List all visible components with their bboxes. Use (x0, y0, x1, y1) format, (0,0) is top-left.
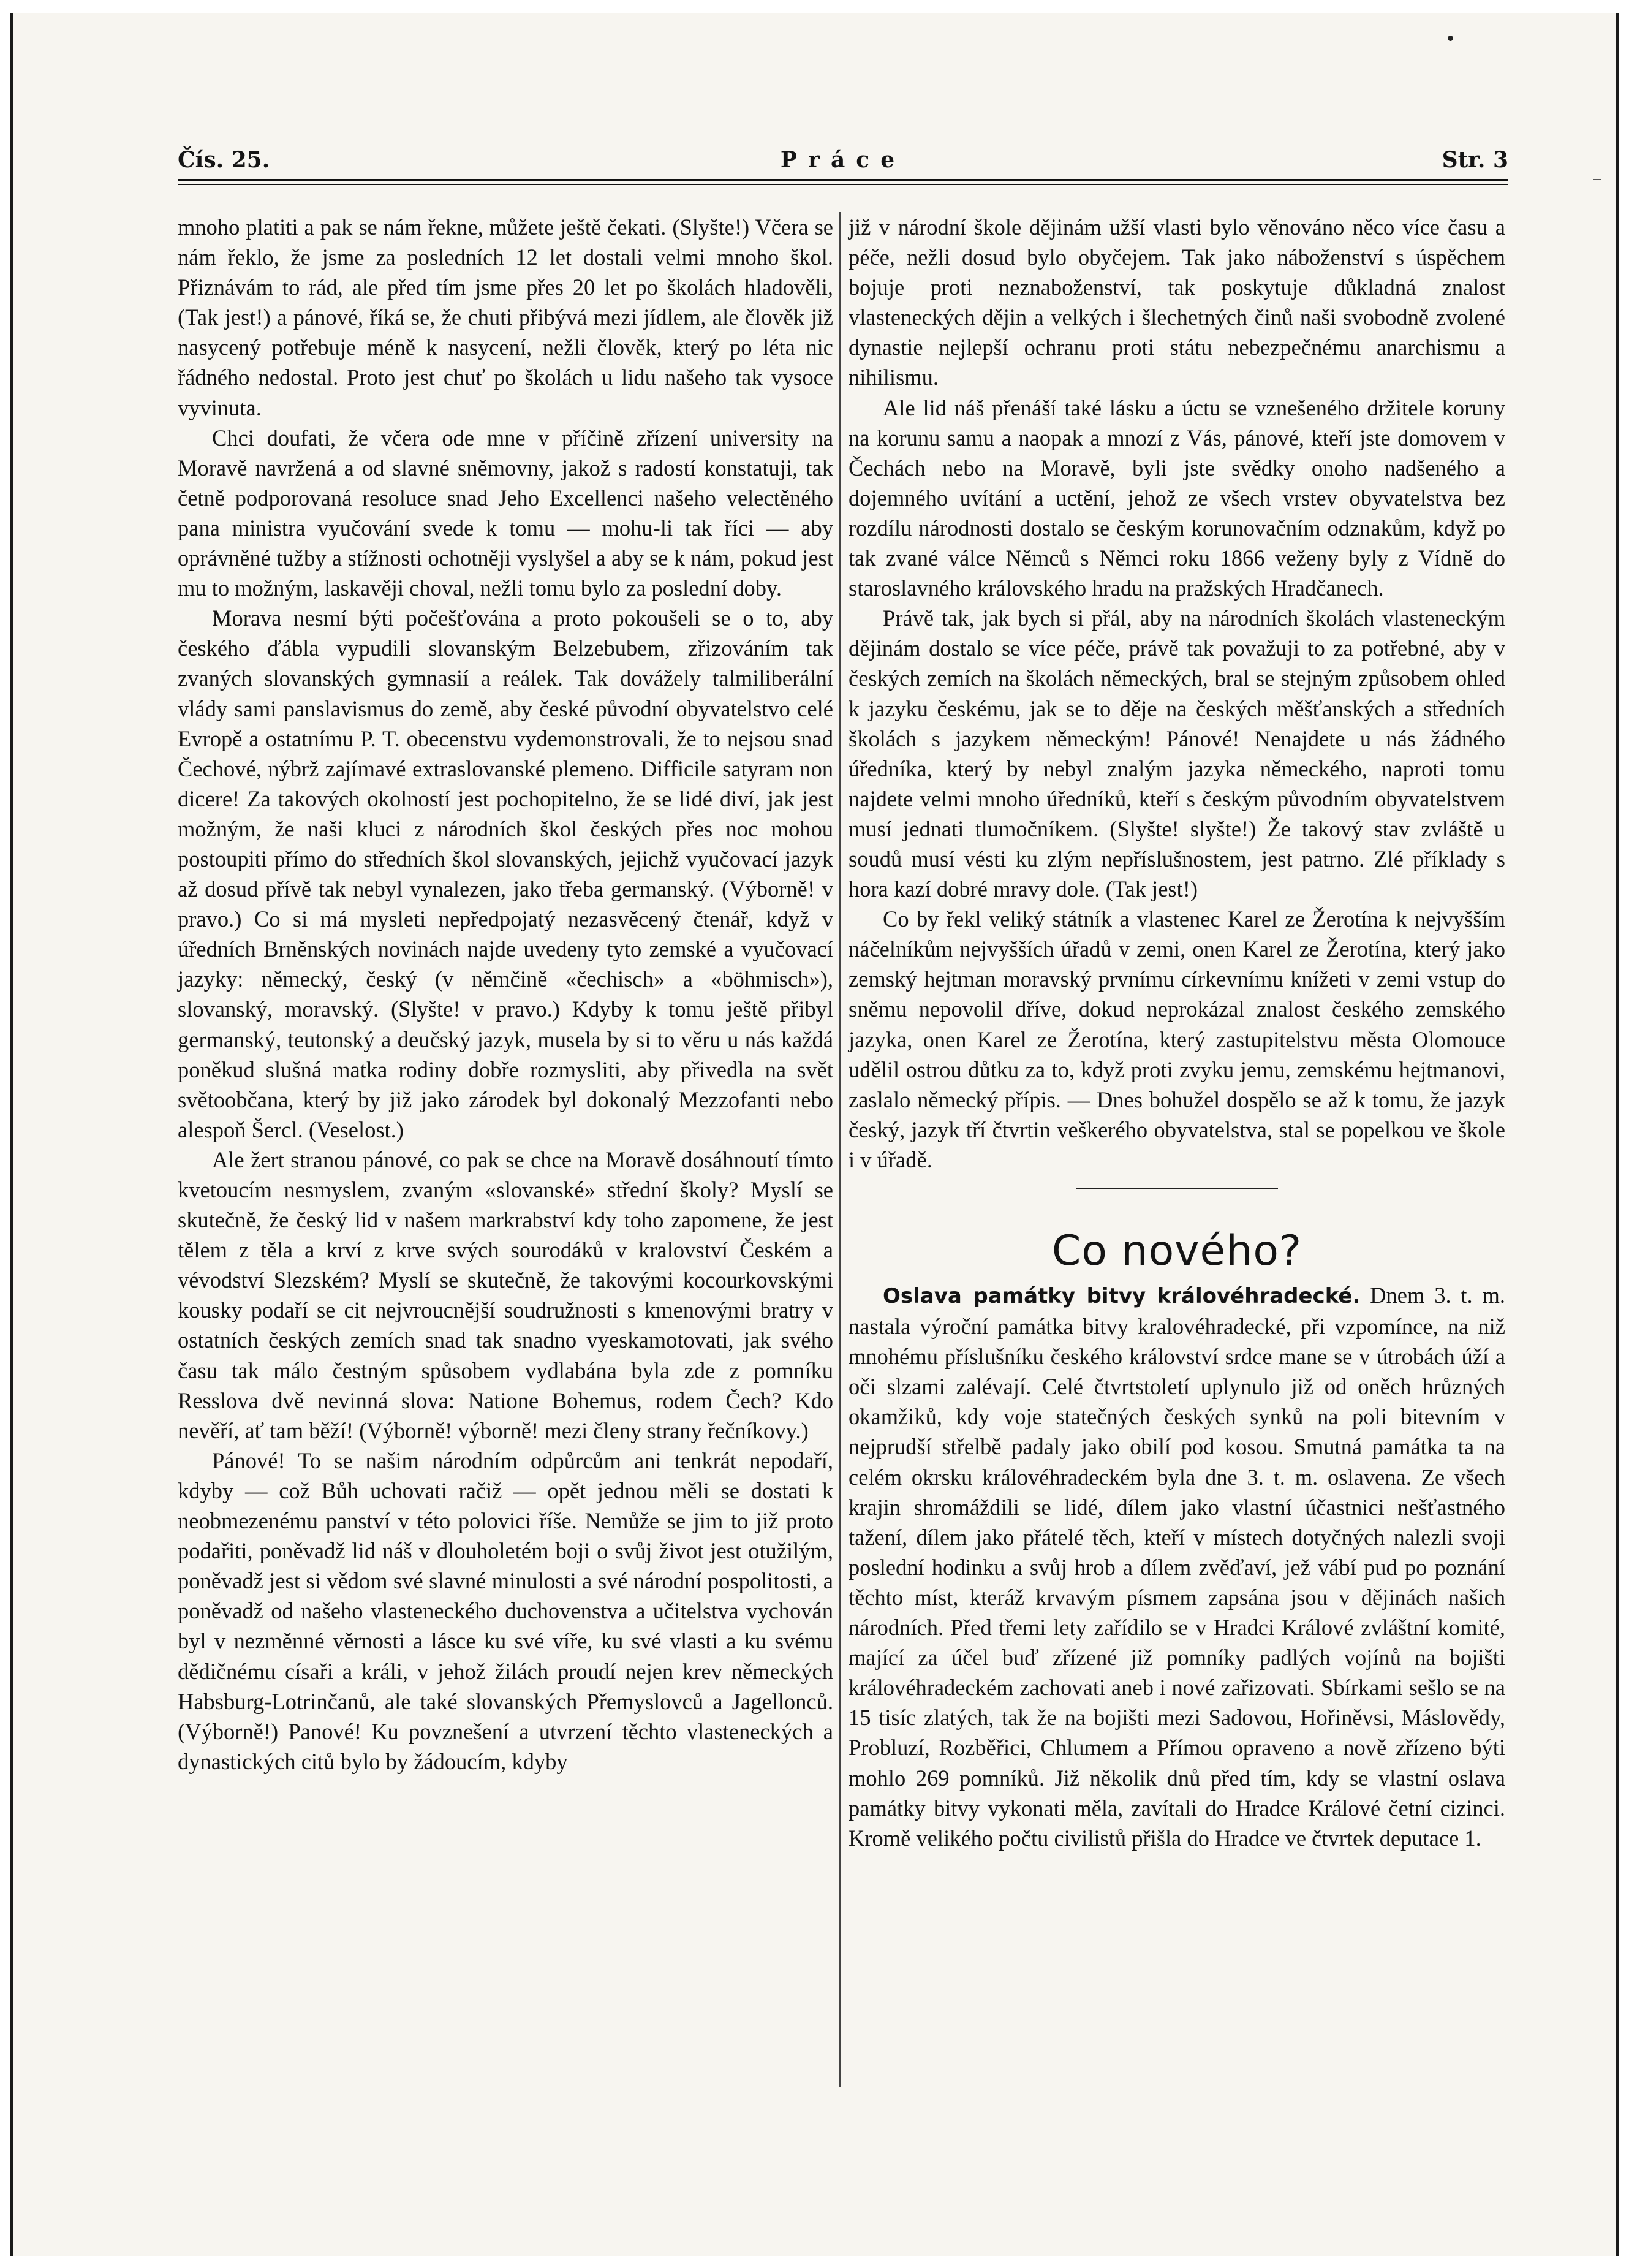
paragraph: Pánové! To se našim národním odpůrcům ani tenkrát nepodaří, kdyby — což Bůh uchovati račiž — opět jednou měli se dostati k neobmezenému panství v této polovici říše. Nemůže se jim to již proto podařiti, poněvadž lid náš v dlouholetém boji o svůj život jest otužilým, poněvadž jest si vědom své slavné minulosti a své národní pospolitosti, a poněvadž od našeho vlasteneckého duchovenstva a učitelstva vychován byl v nezměnné věrnosti a lásce ku své víře, ku své vlasti a ku svému dědičnému císaři a králi, v jehož žilách proudí nejen krev německých Habsburg-Lotrinčanů, ale také slovanských Přemyslovců a Jagellonců. (Výborně!) Panové! Ku povznešení a utvrzení těchto vlasteneckých a dynastických citů bylo by žádoucím, kdyby (178, 1447, 833, 1774)
article-body: Dnem 3. t. m. nastala výroční památka bitvy kralovéhradecké, při vzpomínce, na niž mnohému příslušníku českého království srdce mane se v útrobách úží a oči slzami zalévají. Celé čtvrtstoletí uplynulo již od oněch hrůzných okamžiků, kdy voje statečných českých synků na poli bitevním v nejprudší střelbě padaly jako obilí pod kosou. Smutná památka ta na celém okrsku královéhradeckém byla dne 3. t. m. oslavena. Ze všech krajin shromáždili se lidé, dílem jako vlastní účastnici nešťastného tažení, dílem jako přátelé těch, kteří v místech dotyčných nalezli svoji poslední hodinku a svůj hrob a dílem zvěďaví, jež vábí pud po poznání těchto míst, kteráž krvavým písmem zapsána jsou v dějinách našich národních. Před třemi lety zařídilo se v Hradci Králové zvláštní komité, mající za účel buď zřízené již pomníky padlých vojínů na bojišti královéhradeckém zachovati aneb i nové zařizovati. Sbírkami sešlo se na 15 tisíc zlatých, tak že na bojišti mezi Sadovou, Hořiněvsi, Máslovědy, Probluzí, Rozběřici, Chlumem a Přímou opraveno a nově zřízeno býti mohlo 269 pomníků. Již několik dnů před tím, kdy se vlastní oslava památky bitvy vykonati měla, zavítali do Hradce Králové četní cizinci. Kromě velikého počtu civilistů přišla do Hradce ve čtvrtek deputace 1. (849, 1283, 1506, 1851)
news-article (849, 1280, 1505, 1853)
paragraph: Právě tak, jak bych si přál, aby na národních školách vlasteneckým dějinám dostalo se více péče, právě tak považuji to za potřebné, aby v českých zemích na školách německých, bral se stejným způsobem ohled k jazyku českému, jak se to děje na českých měšťanských a středních školách s jazykem německým! Pánové! Nenajdete u nás žádného úředníka, který by nebyl znalým jazyka německého, naproti tomu najdete velmi mnoho úředníků, kteří s českým původním obyvatelstvem musí jednati tlumočníkem. (Slyšte! slyšte!) Že takový stav zvláště u soudů musí vésti ku zlým nepříslušnostem, jest patrno. Zlé příklady s hora kazí dobré mravy dole. (Tak jest!) (849, 605, 1505, 902)
header-rule-thin (178, 184, 1508, 185)
column-divider (839, 212, 841, 2087)
article-lead: Oslava památky bitvy královéhradecké. (883, 1284, 1361, 1308)
ink-dot (1448, 36, 1453, 41)
page-number: Str. 3 (1442, 147, 1508, 173)
paragraph: Chci doufati, že včera ode mne v příčině zřízení university na Moravě navržená a od slavné sněmovny, jakož s radostí konstatuji, tak četně podporovaná resoluce snad Jeho Excellenci našeho velectěného pana ministra vyučování svede k tomu — mohu-li tak říci — aby oprávněné tužby a stížnosti ochotněji vyslyšel a aby se k nám, pokud jest mu to možným, laskavěji choval, nežli tomu bylo za poslední doby. (178, 425, 833, 601)
paragraph: Ale lid náš přenáší také lásku a úctu se vznešeného držitele koruny na korunu samu a naopak a mnozí z Vás, pánové, kteří jste domovem v Čechách nebo na Moravě, byli jste svědky onoho nadšeného a dojemného uvítání a uctění, jehož ze všech vrstev obyvatelstva bez rozdílu národnosti dostalo se českým korunovačním odznakům, když po tak zvané válce Němců s Němci roku 1866 veženy byly z Vídně do staroslavného královského hradu na pražských Hradčanech. (849, 395, 1505, 601)
section-rule (1076, 1188, 1278, 1189)
page-header (178, 142, 1508, 179)
header-rule (178, 179, 1508, 181)
paragraph: mnoho platiti a pak se nám řekne, můžete ještě čekati. (Slyšte!) Včera se nám řeklo, že jsme za posledních 12 let dostali velmi mnoho škol. Přiznávám to rád, ale před tím jsme přes 20 let po školách hladověli, (Tak jest!) a pánové, říká se, že chuti přibývá mezi jídlem, ale člověk již nasycený potřebuje méně k nasycení, nežli člověk, který po léta nic řádného nedostal. Proto jest chuť po školách u lidu našeho tak vysoce vyvinuta. (178, 214, 833, 420)
margin-mark (1593, 179, 1601, 180)
paragraph: již v národní škole dějinám užší vlasti bylo věnováno něco více času a péče, nežli dosud bylo obyčejem. Tak jako náboženství s úspěchem bojuje proti neznaboženství, tak poskytuje důkladná znalost vlasteneckých dějin a velkých i šlechetných činů naši svobodně zvolené dynastie nejlepší ochranu proti státu nebezpečnému anarchismu a nihilismu. (849, 214, 1505, 390)
left-column (178, 212, 833, 1777)
right-column (849, 212, 1505, 1853)
paragraph: Morava nesmí býti počešťována a proto pokoušeli se o to, aby českého ďábla vypudili slovanským Belzebubem, zřizováním tak zvaných slovanských gymnasií a reálek. Tak dovážely talmiliberální vlády sami panslavismus do země, aby české původní obyvatelstvo celé Evropě a ostatnímu P. T. obecenstvu vydemonstrovali, že to nejsou snad Čechové, nýbrž zajímavé extraslovanské plemeno. Difficile satyram non dicere! Za takových okolností jest pochopitelno, že se lidé diví, jak jest možným, že naši kluci z národních škol českých přes noc mohou postoupiti přímo do středních škol slovanských, jejichž vyučovací jazyk až dosud přívě tak nebyl vynalezen, jako třeba germanský. (Výborně! v pravo.) Co si má mysleti nepředpojatý nezasvěcený čtenář, když v úředních Brněnských novinách najde uvedeny tyto zemské a vyučovací jazyky: německý, český (v němčině «čechisch» a «böhmisch»), slovanský, moravský. (Slyšte! v pravo.) Kdyby k tomu ještě přibyl germanský, teutonský a deučský jazyk, musela by si to věru u nás každá poněkud slušná matka rodiny dobře rozmysliti, aby přivedla na svět světoobčana, který by již jako zárodek byl dokonalý Mezzofanti nebo alespoň Šercl. (Veselost.) (178, 605, 833, 1142)
paragraph: Ale žert stranou pánové, co pak se chce na Moravě dosáhnoutí tímto kvetoucím nesmyslem, zvaným «slovanské» střední školy? Myslí se skutečně, že český lid v našem markrabství kdy toho zapomene, že jest tělem z těla a krví z krve svých sourodáků v kralovství Českém a vévodství Slezském? Myslí se skutečně, že takovými kocourkovskými kousky podaří se cit nejvroucnější soudružnosti s kmenovými bratry v ostatních českých zemích snad tak snadno vyeskamotovati, jak svého času tak málo čestným spůsobem vydlabána byla zde z pomníku Resslova dvě nevinná slova: Natione Bohemus, rodem Čech? Kdo nevěří, ať tam běží! (Výborně! výborně! mezi členy strany řečníkovy.) (178, 1147, 833, 1443)
paragraph: Co by řekl veliký státník a vlastenec Karel ze Žerotína k nejvyšším náčelníkům nejvyšších úřadů v zemi, onen Karel ze Žerotína, který jako zemský hejtman moravský prvnímu církevnímu knížeti v zemi vstup do sněmu nepovolil dříve, dokud neprokázal znalost českého zemského jazyka, onen Karel ze Žerotína, který zastupitelstvu města Olomouce udělil ostrou důtku za to, když proti zvyku jemu, zemskému hejtmanovi, zaslalo německý přípis. — Dnes bohužel dospělo se až k tomu, že jazyk český, jazyk tří čtvrtin veškerého obyvatelstva, stal se popelkou ve škole i v úřadě. (849, 906, 1505, 1172)
issue-number: Čís. 25. (178, 147, 270, 173)
newspaper-title: Práce (780, 147, 906, 173)
section-heading: Co nového? (1051, 1227, 1302, 1275)
